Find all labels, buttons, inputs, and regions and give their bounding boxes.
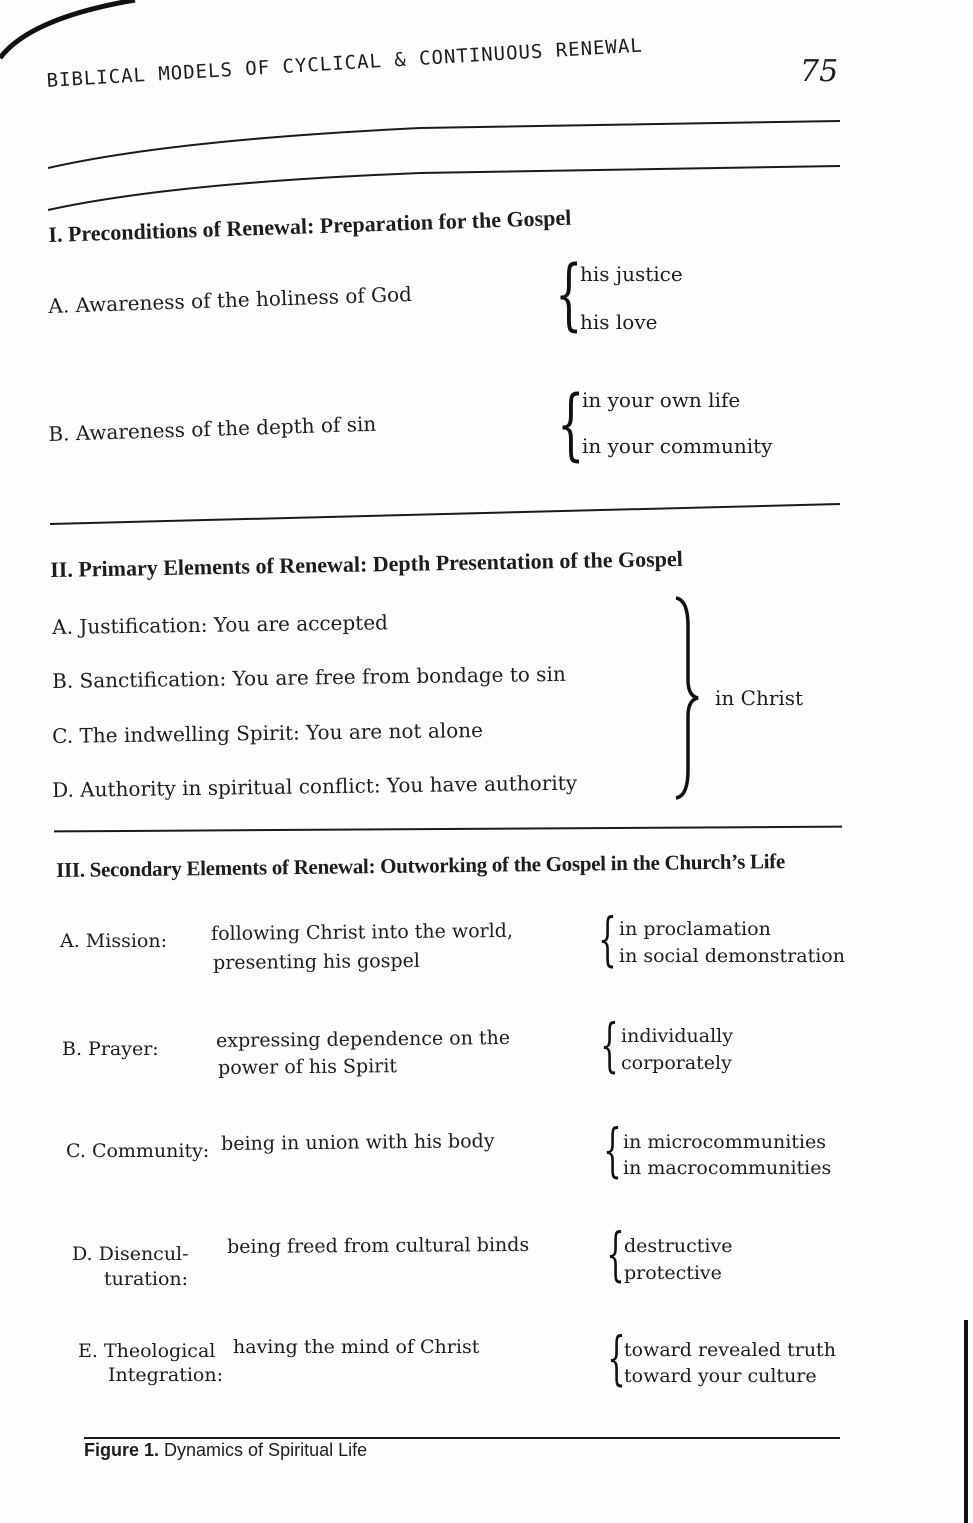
- section-3-item-b-aspect-2: corporately: [621, 1052, 732, 1074]
- section-3-item-c-desc: being in union with his body: [221, 1130, 495, 1155]
- section-3-item-d-brace: {: [606, 1220, 625, 1288]
- section-3-item-d-label-2: turation:: [104, 1268, 189, 1290]
- section-3-item-e-desc: having the mind of Christ: [233, 1336, 480, 1358]
- section-3-item-d-desc: being freed from cultural binds: [227, 1233, 530, 1258]
- section-3-item-c-label: C. Community:: [66, 1140, 210, 1162]
- section-3-item-e-brace: {: [607, 1324, 626, 1392]
- section-3-item-b-desc-2: power of his Spirit: [218, 1055, 398, 1079]
- section-2-bracket-label: in Christ: [715, 686, 804, 710]
- section-3-item-a-aspect-2: in social demonstration: [619, 945, 845, 967]
- section-3-item-b-aspect-1: individually: [621, 1025, 733, 1047]
- section-3-item-d-aspect-2: protective: [624, 1262, 722, 1284]
- section-1-item-a: A. Awareness of the holiness of God: [48, 281, 413, 318]
- section-3-item-c-aspect-2: in macrocommunities: [623, 1157, 832, 1179]
- section-1-item-a-aspect-2: his love: [580, 310, 658, 334]
- section-1-item-b-brace: {: [557, 380, 585, 470]
- section-3-item-a-aspect-1: in proclamation: [619, 918, 771, 940]
- section-2-closing-brace: [670, 596, 710, 800]
- section-1-rule: [0, 490, 973, 530]
- figure-label: Figure 1.: [84, 1440, 160, 1460]
- section-1-item-b: B. Awareness of the depth of sin: [48, 411, 377, 446]
- section-1-item-a-brace: {: [555, 250, 583, 340]
- section-2-item-b: B. Sanctification: You are free from bondage to sin: [52, 661, 566, 693]
- section-3-item-e-label: E. Theological: [78, 1340, 216, 1362]
- section-3-item-a-desc-2: presenting his gospel: [213, 949, 421, 974]
- caption-rule: [84, 1437, 840, 1439]
- section-2-item-d: D. Authority in spiritual conflict: You have authority: [52, 770, 578, 802]
- header-rules: [0, 0, 973, 230]
- figure-title: Dynamics of Spiritual Life: [164, 1440, 368, 1460]
- section-3-item-a-brace: {: [598, 905, 617, 973]
- figure-caption: [84, 1440, 367, 1461]
- section-3-item-b-label: B. Prayer:: [62, 1038, 159, 1060]
- section-3-item-a-desc: following Christ into the world,: [211, 919, 514, 945]
- section-2-item-a: A. Justification: You are accepted: [52, 610, 389, 639]
- running-header: BIBLICAL MODELS OF CYCLICAL & CONTINUOUS RENEWAL: [46, 34, 644, 92]
- section-3-item-a-label: A. Mission:: [60, 930, 167, 952]
- section-2-rule: [54, 826, 842, 833]
- page-number: 75: [800, 54, 839, 89]
- section-1-item-a-aspect-1: his justice: [580, 262, 683, 286]
- section-3-item-b-brace: {: [600, 1011, 619, 1079]
- section-3-item-e-label-2: Integration:: [108, 1364, 223, 1386]
- section-3-item-e-aspect-2: toward your culture: [624, 1365, 817, 1387]
- section-2-item-c: C. The indwelling Spirit: You are not alone: [52, 717, 484, 748]
- section-3-item-b-desc: expressing dependence on the: [216, 1026, 511, 1052]
- section-3-item-d-aspect-1: destructive: [624, 1235, 733, 1257]
- section-1-item-b-aspect-1: in your own life: [582, 388, 741, 412]
- section-3-item-d-label: D. Disencul-: [72, 1243, 189, 1265]
- section-3-item-c-aspect-1: in microcommunities: [623, 1131, 826, 1153]
- section-2-heading: II. Primary Elements of Renewal: Depth Presentation of the Gospel: [50, 545, 683, 582]
- section-1-item-b-aspect-2: in your community: [582, 434, 773, 458]
- section-1-heading: I. Preconditions of Renewal: Preparation for the Gospel: [48, 204, 572, 247]
- binding-edge: [964, 1320, 968, 1523]
- section-3-item-e-aspect-1: toward revealed truth: [624, 1339, 836, 1361]
- section-3-heading: III. Secondary Elements of Renewal: Outworking of the Gospel in the Church’s Life: [56, 849, 786, 882]
- section-3-item-c-brace: {: [603, 1116, 622, 1184]
